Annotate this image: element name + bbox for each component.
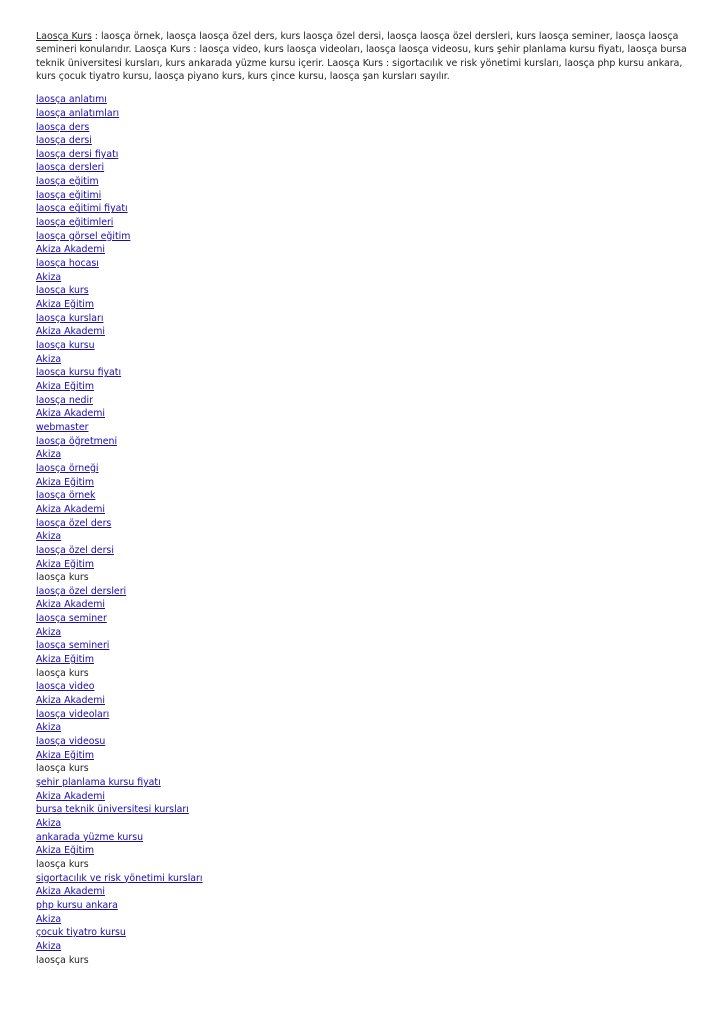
list-link[interactable]: Akiza Akademi	[36, 326, 105, 338]
list-link[interactable]: sigortacılık ve risk yönetimi kursları	[36, 872, 203, 884]
list-link[interactable]: php kursu ankara	[36, 899, 118, 911]
list-link[interactable]: webmaster	[36, 421, 89, 433]
list-link[interactable]: laosça özel dersi	[36, 544, 114, 556]
list-link[interactable]: Akiza Akademi	[36, 695, 105, 707]
list-link[interactable]: laosça anlatımı	[36, 94, 107, 106]
list-link[interactable]: laosça eğitimi fiyatı	[36, 203, 128, 215]
link-list	[36, 93, 696, 967]
list-link[interactable]: Akiza Eğitim	[36, 476, 94, 488]
list-link[interactable]: Akiza	[36, 353, 62, 365]
list-link[interactable]: şehir planlama kursu fiyatı	[36, 777, 161, 788]
list-link[interactable]: Akiza	[36, 817, 62, 829]
list-link[interactable]: Akiza Eğitim	[36, 845, 94, 857]
list-link[interactable]: Akiza Eğitim	[36, 299, 94, 311]
list-link[interactable]: laosça eğitim	[36, 176, 99, 188]
intro-lead-link[interactable]: Laosça Kurs	[36, 31, 92, 42]
list-link[interactable]: çocuk tiyatro kursu	[36, 927, 126, 939]
list-link[interactable]: laosça seminer	[36, 613, 107, 625]
list-link[interactable]: Akiza Akademi	[36, 886, 105, 898]
list-link[interactable]: Akiza	[36, 271, 62, 283]
list-link[interactable]: Akiza Eğitim	[36, 654, 94, 666]
list-link[interactable]: laosça dersi fiyatı	[36, 148, 119, 160]
list-link[interactable]: laosça dersi	[36, 135, 92, 147]
list-link[interactable]: Akiza Akademi	[36, 244, 105, 256]
list-text: laosça kurs	[36, 763, 89, 775]
list-link[interactable]: Akiza	[36, 940, 62, 952]
intro-paragraph	[36, 30, 696, 83]
list-link[interactable]: laosça eğitimi	[36, 189, 102, 201]
list-text: laosça kurs	[36, 954, 89, 966]
list-link[interactable]: Akiza	[36, 626, 62, 638]
list-link[interactable]: laosça kursu fiyatı	[36, 367, 122, 379]
list-link[interactable]: Akiza	[36, 722, 62, 734]
list-link[interactable]: laosça video	[36, 681, 95, 693]
list-link[interactable]: laosça hocası	[36, 258, 99, 270]
list-link[interactable]: laosça anlatımları	[36, 107, 120, 119]
list-link[interactable]: Akiza Eğitim	[36, 380, 94, 392]
list-link[interactable]: laosça kursları	[36, 312, 104, 324]
list-link[interactable]: bursa teknik üniversitesi kursları	[36, 804, 189, 816]
list-link[interactable]: Akiza Akademi	[36, 503, 105, 515]
list-link[interactable]: laosça özel dersleri	[36, 585, 127, 597]
list-link[interactable]: Akiza	[36, 449, 62, 461]
list-link[interactable]: Akiza Akademi	[36, 790, 105, 802]
list-link[interactable]: laosça öğretmeni	[36, 435, 118, 447]
list-link[interactable]: laosça özel ders	[36, 517, 112, 529]
list-link[interactable]: laosça örnek	[36, 490, 96, 502]
list-text: laosça kurs	[36, 858, 89, 870]
list-link[interactable]: Akiza	[36, 531, 62, 543]
list-link[interactable]: laosça kursu	[36, 340, 95, 351]
list-link[interactable]: Akiza Eğitim	[36, 558, 94, 570]
list-link[interactable]: ankarada yüzme kursu	[36, 831, 144, 843]
list-link[interactable]: laosça videosu	[36, 736, 106, 748]
list-link[interactable]: laosça semineri	[36, 640, 110, 652]
list-link[interactable]: laosça örneği	[36, 462, 99, 474]
list-link[interactable]: laosça eğitimleri	[36, 217, 114, 229]
list-link[interactable]: laosça kurs	[36, 285, 89, 297]
list-link[interactable]: laosça videoları	[36, 708, 110, 720]
list-link[interactable]: laosça görsel eğitim	[36, 230, 131, 242]
list-link[interactable]: laosça nedir	[36, 394, 93, 406]
list-link[interactable]: Akiza Eğitim	[36, 749, 94, 761]
list-link[interactable]: Akiza	[36, 913, 62, 925]
intro-text: : laosça örnek, laosça laosça özel ders, kurs laosça özel dersi, laosça laosça özel dersleri, kurs laosça seminer, laosça laosça semineri konularıdır. Laosça Kurs : laosça video, kurs laosça videoları, laosça laosça videosu, kurs şehir planlama kursu fiyatı, laosça bursa teknik üniversitesi kursları, kurs ankarada yüzme kursu içerir. Laosça Kurs : sigortacılık ve risk yönetimi kursları, laosça php kursu ankara, kurs çocuk tiyatro kursu, laosça piyano kurs, kurs çince kursu, laosça şan kursları sayılır.	[36, 31, 687, 82]
list-link[interactable]: Akiza Akademi	[36, 599, 105, 611]
list-link[interactable]: Akiza Akademi	[36, 408, 105, 420]
list-link[interactable]: laosça ders	[36, 121, 90, 133]
list-text: laosça kurs	[36, 572, 89, 584]
list-text: laosça kurs	[36, 667, 89, 679]
list-link[interactable]: laosça dersleri	[36, 162, 105, 174]
